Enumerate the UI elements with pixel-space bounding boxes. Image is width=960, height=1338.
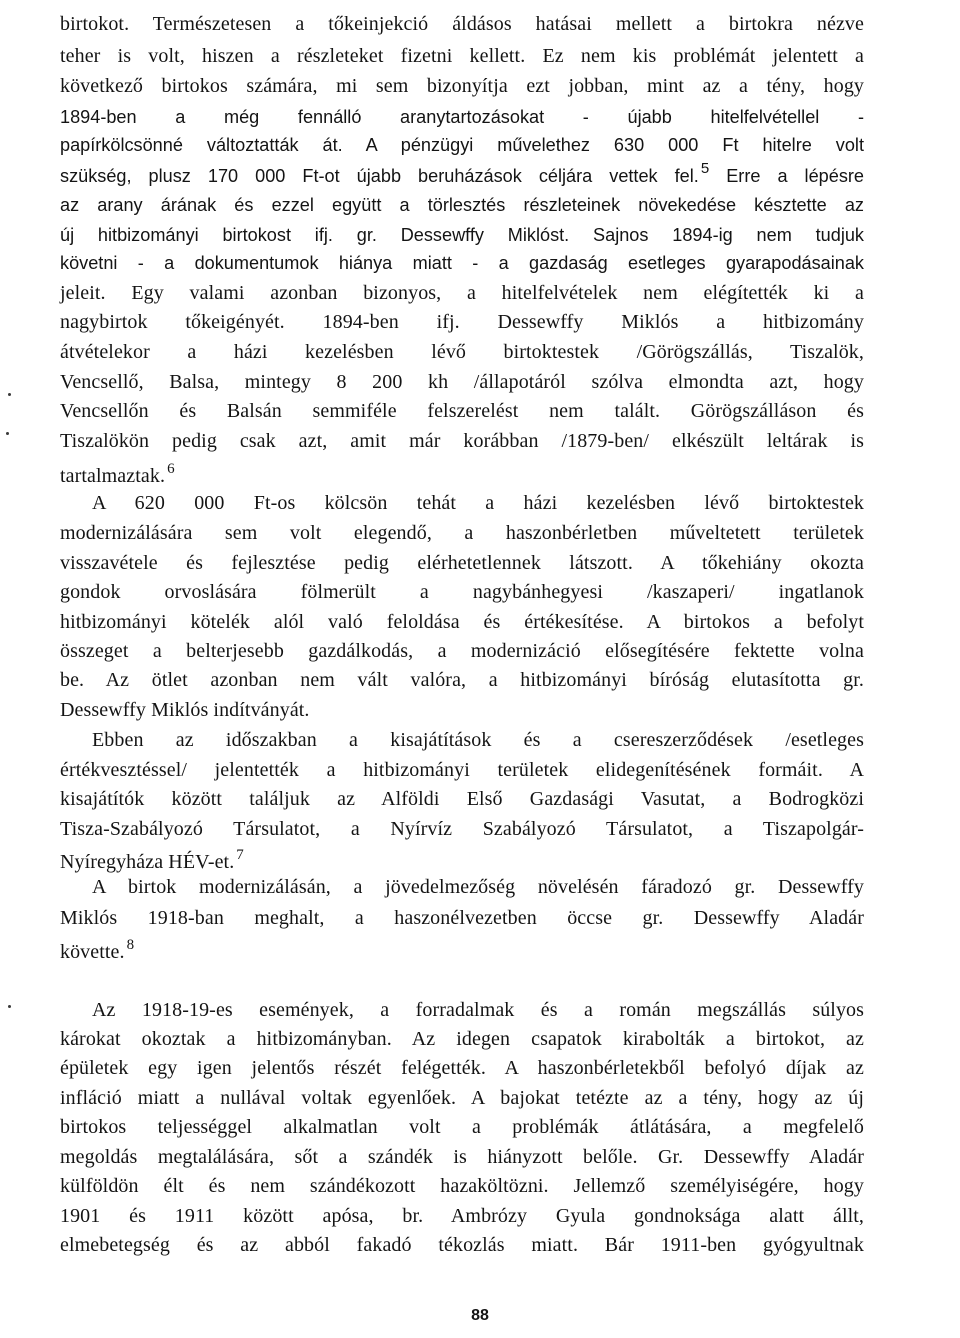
page-number: 88 [471, 1307, 489, 1324]
text-line: A 620 000 Ft-os kölcsön tehát a házi kezelésben lévő birtoktestek [92, 491, 864, 514]
text-line: épületek egy igen jelentős részét felégették. A haszonbérletekből befolyó díjak az [60, 1057, 864, 1080]
footnote-marker: 8 [126, 936, 135, 953]
scan-speck [6, 432, 9, 435]
text-line: Ebben az időszakban a kisajátítások és a csereszerződések /esetleges [92, 729, 864, 752]
text-line: károkat okoztak a hitbizományban. Az idegen csapatok kirabolták a birtokot, az [60, 1028, 864, 1050]
text-line: Tisza-Szabályozó Társulatot, a Nyírvíz Szabályozó Társulatot, a Tiszapolgár- [60, 817, 864, 840]
text-line: nagybirtok tőkeigényét. 1894-ben ifj. Dessewffy Miklós a hitbizomány [60, 310, 864, 333]
text-line: jeleit. Egy valami azonban bizonyos, a hitelfelvételek nem elégítették ki a [60, 281, 864, 304]
text-line: birtokot. Természetesen a tőkeinjekció áldásos hatásai mellett a birtokra nézve [60, 13, 864, 35]
text-line: 1894-ben a még fennálló aranytartozásokat - újabb hitelfelvétellel - [60, 106, 864, 127]
text-line: infláció miatt a nullával voltak egyenlőek. A bajokat tetézte az a tény, hogy az új [60, 1086, 864, 1109]
text-line: Vencsellő, Balsa, mintegy 8 200 kh /állapotáról szólva elmondta azt, hogy [60, 370, 864, 393]
text-line: Dessewffy Miklós indítványát. [60, 698, 310, 721]
text-line: Az 1918-19-es események, a forradalmak és a román megszállás súlyos [92, 999, 864, 1022]
footnote-marker: 7 [236, 846, 244, 863]
footnote-marker: 5 [700, 159, 710, 177]
line-text: szükség, plusz 170 000 Ft-ot újabb beruházások céljára vettek fel. [60, 165, 699, 186]
text-line: be. Az ötlet azonban nem vált valóra, a hitbizományi bíróság elutasította gr. [60, 669, 864, 692]
text-line: papírkölcsönné változtatták át. A pénzügyi művelethez 630 000 Ft hitelre volt [60, 135, 864, 156]
text-line: átvételekor a házi kezelésben lévő birtoktestek /Görögszállás, Tiszalök, [60, 341, 864, 364]
text-line: új hitbizományi birtokost ifj. gr. Dessewffy Miklóst. Sajnos 1894-ig nem tudjuk [60, 224, 864, 245]
text-line [60, 937, 864, 967]
footnote-marker: 6 [167, 461, 175, 478]
line-text: Erre a lépésre [726, 165, 864, 186]
text-line: értékvesztéssel/ jelentették a hitbizományi területek elidegenítésének formáit. A [60, 758, 864, 781]
scan-speck [8, 1005, 11, 1008]
text-line: követni - a dokumentumok hiánya miatt - a gazdaság esetleges gyarapodásainak [60, 253, 864, 273]
text-line: teher is volt, hiszen a részleteket fizetni kellett. Ez nem kis problémát jelentett a [60, 45, 864, 68]
text-line: megoldás megtalálására, sőt a szándék is hiányzott belőle. Gr. Dessewffy Aladár [60, 1145, 864, 1168]
text-line: hitbizományi kötelék alól való feloldása és értékesítése. A birtokos a befolyt [60, 610, 864, 633]
text-line: kisajátítók között találjuk az Alföldi Első Gazdasági Vasutat, a Bodrogközi [60, 788, 864, 811]
line-text: tartalmaztak. [60, 465, 166, 488]
text-line: külföldön élt és nem szándékozott hazaköltözni. Jellemző személyiségére, hogy [60, 1175, 864, 1198]
text-line [60, 161, 864, 191]
text-line: az arany árának és ezzel együtt a törlesztés részleteinek növekedése késztette az [60, 195, 864, 216]
text-line: következő birtokos számára, mi sem bizonyítja ezt jobban, mint az a tény, hogy [60, 74, 864, 97]
text-line: 1901 és 1911 között apósa, br. Ambrózy Gyula gondnoksága alatt állt, [60, 1204, 864, 1227]
text-line: modernizálására sem volt elegendő, a haszonbérletben műveltetett területek [60, 522, 864, 545]
text-line: Miklós 1918-ban meghalt, a haszonélvezetben öccse gr. Dessewffy Aladár [60, 906, 864, 929]
text-line: A birtok modernizálásán, a jövedelmezőség növelésén fáradozó gr. Dessewffy [92, 876, 864, 899]
text-line: visszavétele és fejlesztése pedig elérhetetlennek látszott. A tőkehiány okozta [60, 551, 864, 574]
text-line: gondok orvoslására fölmerült a nagybánhegyesi /kaszaperi/ ingatlanok [60, 581, 864, 604]
line-text: Nyíregyháza HÉV-et. [60, 850, 235, 873]
text-line: birtokos teljességgel alkalmatlan volt a problémák átlátására, a megfelelő [60, 1116, 864, 1139]
line-text: követte. [60, 940, 125, 963]
scan-speck [8, 393, 11, 396]
text-line: összeget a belterjesebb gazdálkodás, a modernizáció elősegítésére fektette volna [60, 640, 864, 662]
text-line: Vencsellőn és Balsán semmiféle felszerelést nem talált. Görögszálláson és [60, 400, 864, 423]
text-line: Tiszalökön pedig csak azt, amit már korábban /1879-ben/ elkészült leltárak is [60, 429, 864, 452]
text-line: elmebetegség és az abból fakadó tékozlás miatt. Bár 1911-ben gyógyultnak [60, 1234, 864, 1256]
